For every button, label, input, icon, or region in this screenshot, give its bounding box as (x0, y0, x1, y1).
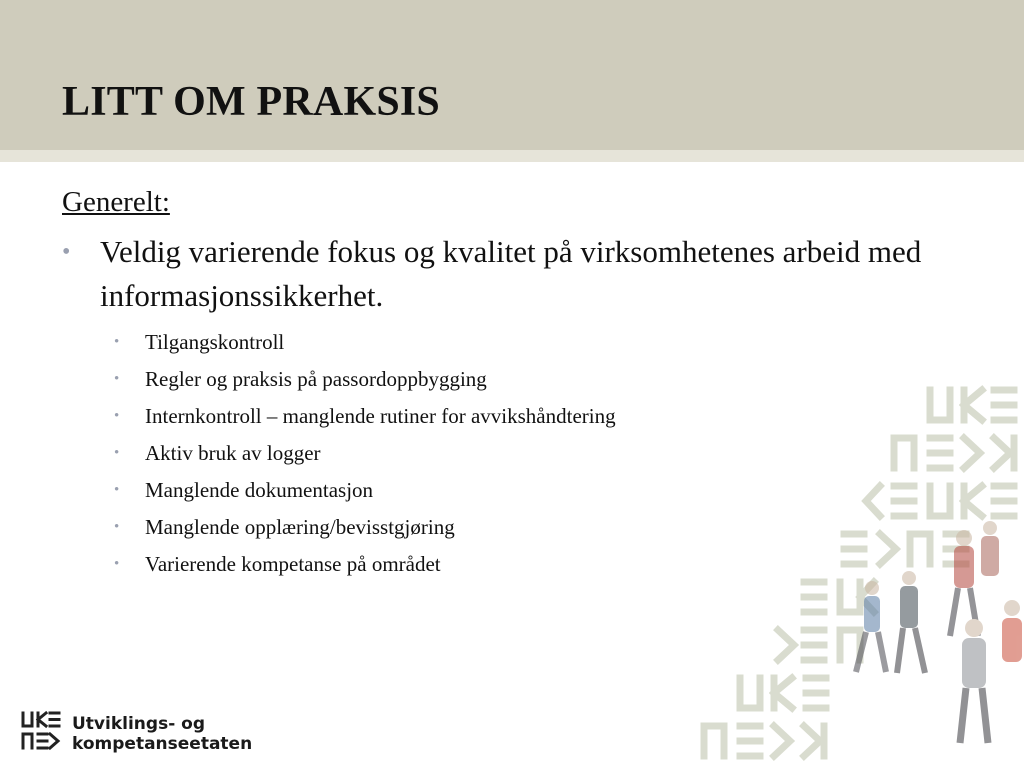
main-bullet-text: Veldig varierende fokus og kvalitet på virksomhetenes arbeid med informasjonssikkerhet. (100, 234, 922, 313)
header-band (0, 0, 1024, 150)
sub-bullet-text: Regler og praksis på passordoppbygging (145, 367, 487, 391)
bullet-icon: • (114, 334, 120, 350)
sub-bullet-text: Tilgangskontroll (145, 330, 285, 354)
bullet-icon: • (114, 482, 120, 498)
uke-logo-icon (20, 710, 62, 752)
org-name-line2: kompetanseetaten (72, 734, 253, 754)
sub-bullet-item (62, 324, 962, 361)
sub-bullet-text: Manglende dokumentasjon (145, 478, 374, 502)
bullet-icon: • (114, 556, 120, 572)
sub-bullet-text: Manglende opplæring/bevisstgjøring (145, 515, 455, 539)
main-bullet (62, 230, 962, 318)
uke-pattern-people-graphic (694, 378, 1024, 768)
footer-logo (20, 710, 253, 760)
org-name-line1: Utviklings- og (72, 714, 206, 734)
section-heading: Generelt: (62, 186, 170, 218)
bullet-icon: • (114, 408, 120, 424)
bullet-icon: • (114, 371, 120, 387)
bullet-icon: • (62, 239, 71, 265)
bullet-icon: • (114, 519, 120, 535)
org-name (72, 714, 252, 754)
header-stripe (0, 150, 1024, 162)
sub-bullet-text: Varierende kompetanse på området (145, 552, 441, 576)
bullet-icon: • (114, 445, 120, 461)
sub-bullet-text: Internkontroll – manglende rutiner for avvikshåndtering (145, 404, 616, 428)
sub-bullet-text: Aktiv bruk av logger (145, 441, 321, 465)
slide-title: LITT OM PRAKSIS (62, 79, 440, 125)
